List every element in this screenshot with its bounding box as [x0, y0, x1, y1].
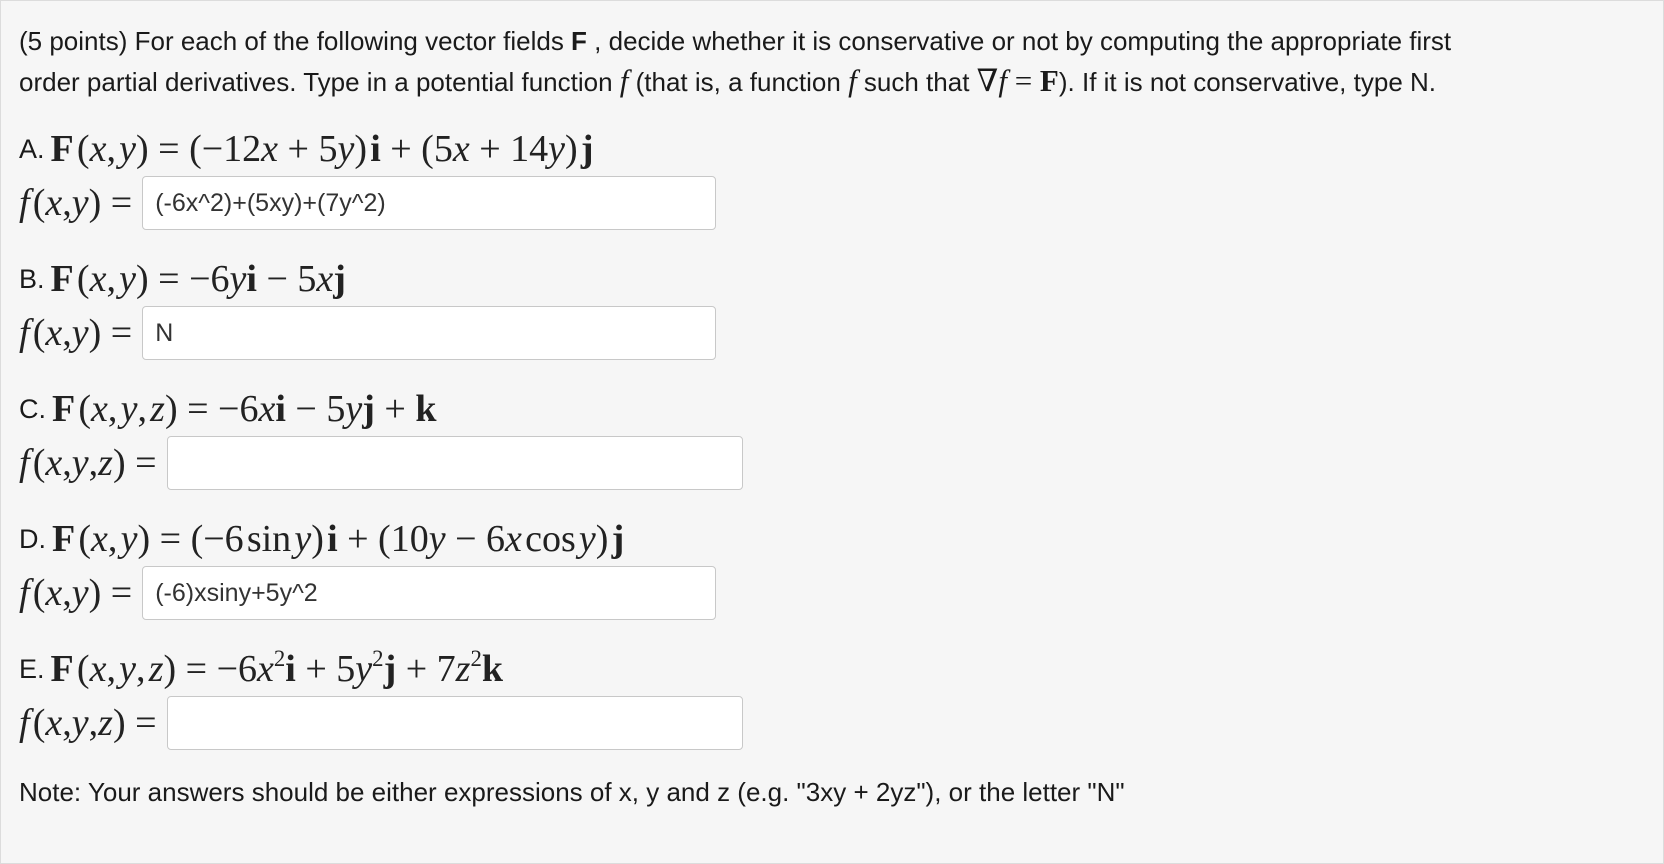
nabla-symbol: ∇ — [976, 63, 999, 98]
problem-letter: D. — [19, 523, 46, 554]
problem-letter: E. — [19, 653, 45, 684]
answer-input-c[interactable] — [167, 436, 743, 490]
answer-input-d[interactable] — [142, 566, 716, 620]
vector-field-expression: F (x, y, $z) = -6x^2i + 5y^2j + 7z^2k$ — [50, 646, 503, 690]
question-intro — [19, 21, 1639, 102]
answer-input-b[interactable] — [142, 306, 716, 360]
problem-letter: C. — [19, 393, 46, 424]
function-symbol: f — [619, 63, 629, 98]
intro-text: such that — [856, 67, 977, 97]
problem-c-answer-row — [19, 433, 1219, 493]
problem-b-answer-row — [19, 303, 1219, 363]
problem-a-statement — [19, 127, 1219, 171]
answer-input-a[interactable] — [142, 176, 716, 230]
answer-label: f (x,y,z) = — [19, 702, 157, 744]
problem-d-statement — [19, 517, 1219, 561]
intro-text: (5 points) For each of the following vector fields — [19, 26, 572, 56]
problem-d-answer-row — [19, 563, 1219, 623]
intro-text: order partial derivatives. Type in a potential function — [19, 67, 620, 97]
intro-text: , decide whether it is conservative or not by computing the appropriate first — [586, 26, 1452, 56]
function-symbol: f — [998, 63, 1007, 98]
function-symbol: f — [848, 63, 857, 98]
problem-c — [19, 387, 1219, 493]
equals-symbol: = — [1006, 63, 1040, 98]
answer-label: f (x,y) = — [19, 572, 133, 614]
intro-text: (that is, a function — [628, 67, 849, 97]
intro-line-2 — [19, 61, 1639, 102]
answer-input-e[interactable] — [167, 696, 743, 750]
problem-b — [19, 257, 1219, 363]
problem-e — [19, 647, 1219, 753]
vector-field-expression: F (x, y) = (−6 sin y) i + (10y − 6x cos y) j — [52, 518, 625, 560]
problem-c-statement — [19, 387, 1219, 431]
vector-field-expression: F (x, y) = −6yi − 5xj — [50, 258, 346, 300]
problem-letter: B. — [19, 263, 45, 294]
problem-a — [19, 127, 1219, 233]
answer-note: Note: Your answers should be either expressions of x, y and z (e.g. "3xy + 2yz"), or the letter "N" — [19, 777, 1125, 807]
problem-e-statement — [19, 647, 1219, 691]
problem-b-statement — [19, 257, 1219, 301]
vector-field-symbol: F — [571, 26, 587, 56]
problem-d — [19, 517, 1219, 623]
vector-field-expression: F (x, y, z) = −6xi − 5yj + k — [52, 388, 437, 430]
intro-line-1 — [19, 21, 1639, 61]
answer-label: f (x,y) = — [19, 312, 133, 354]
vector-field-expression: F (x, y) = (−12x + 5y) i + (5x + 14y) j — [50, 128, 594, 170]
intro-text: ). If it is not conservative, type N. — [1058, 67, 1436, 97]
answer-label: f (x,y) = — [19, 182, 133, 224]
vector-field-symbol: F — [1039, 63, 1059, 98]
problem-e-answer-row — [19, 693, 1219, 753]
problem-a-answer-row — [19, 173, 1219, 233]
answer-label: f (x,y,z) = — [19, 442, 157, 484]
problem-letter: A. — [19, 133, 45, 164]
